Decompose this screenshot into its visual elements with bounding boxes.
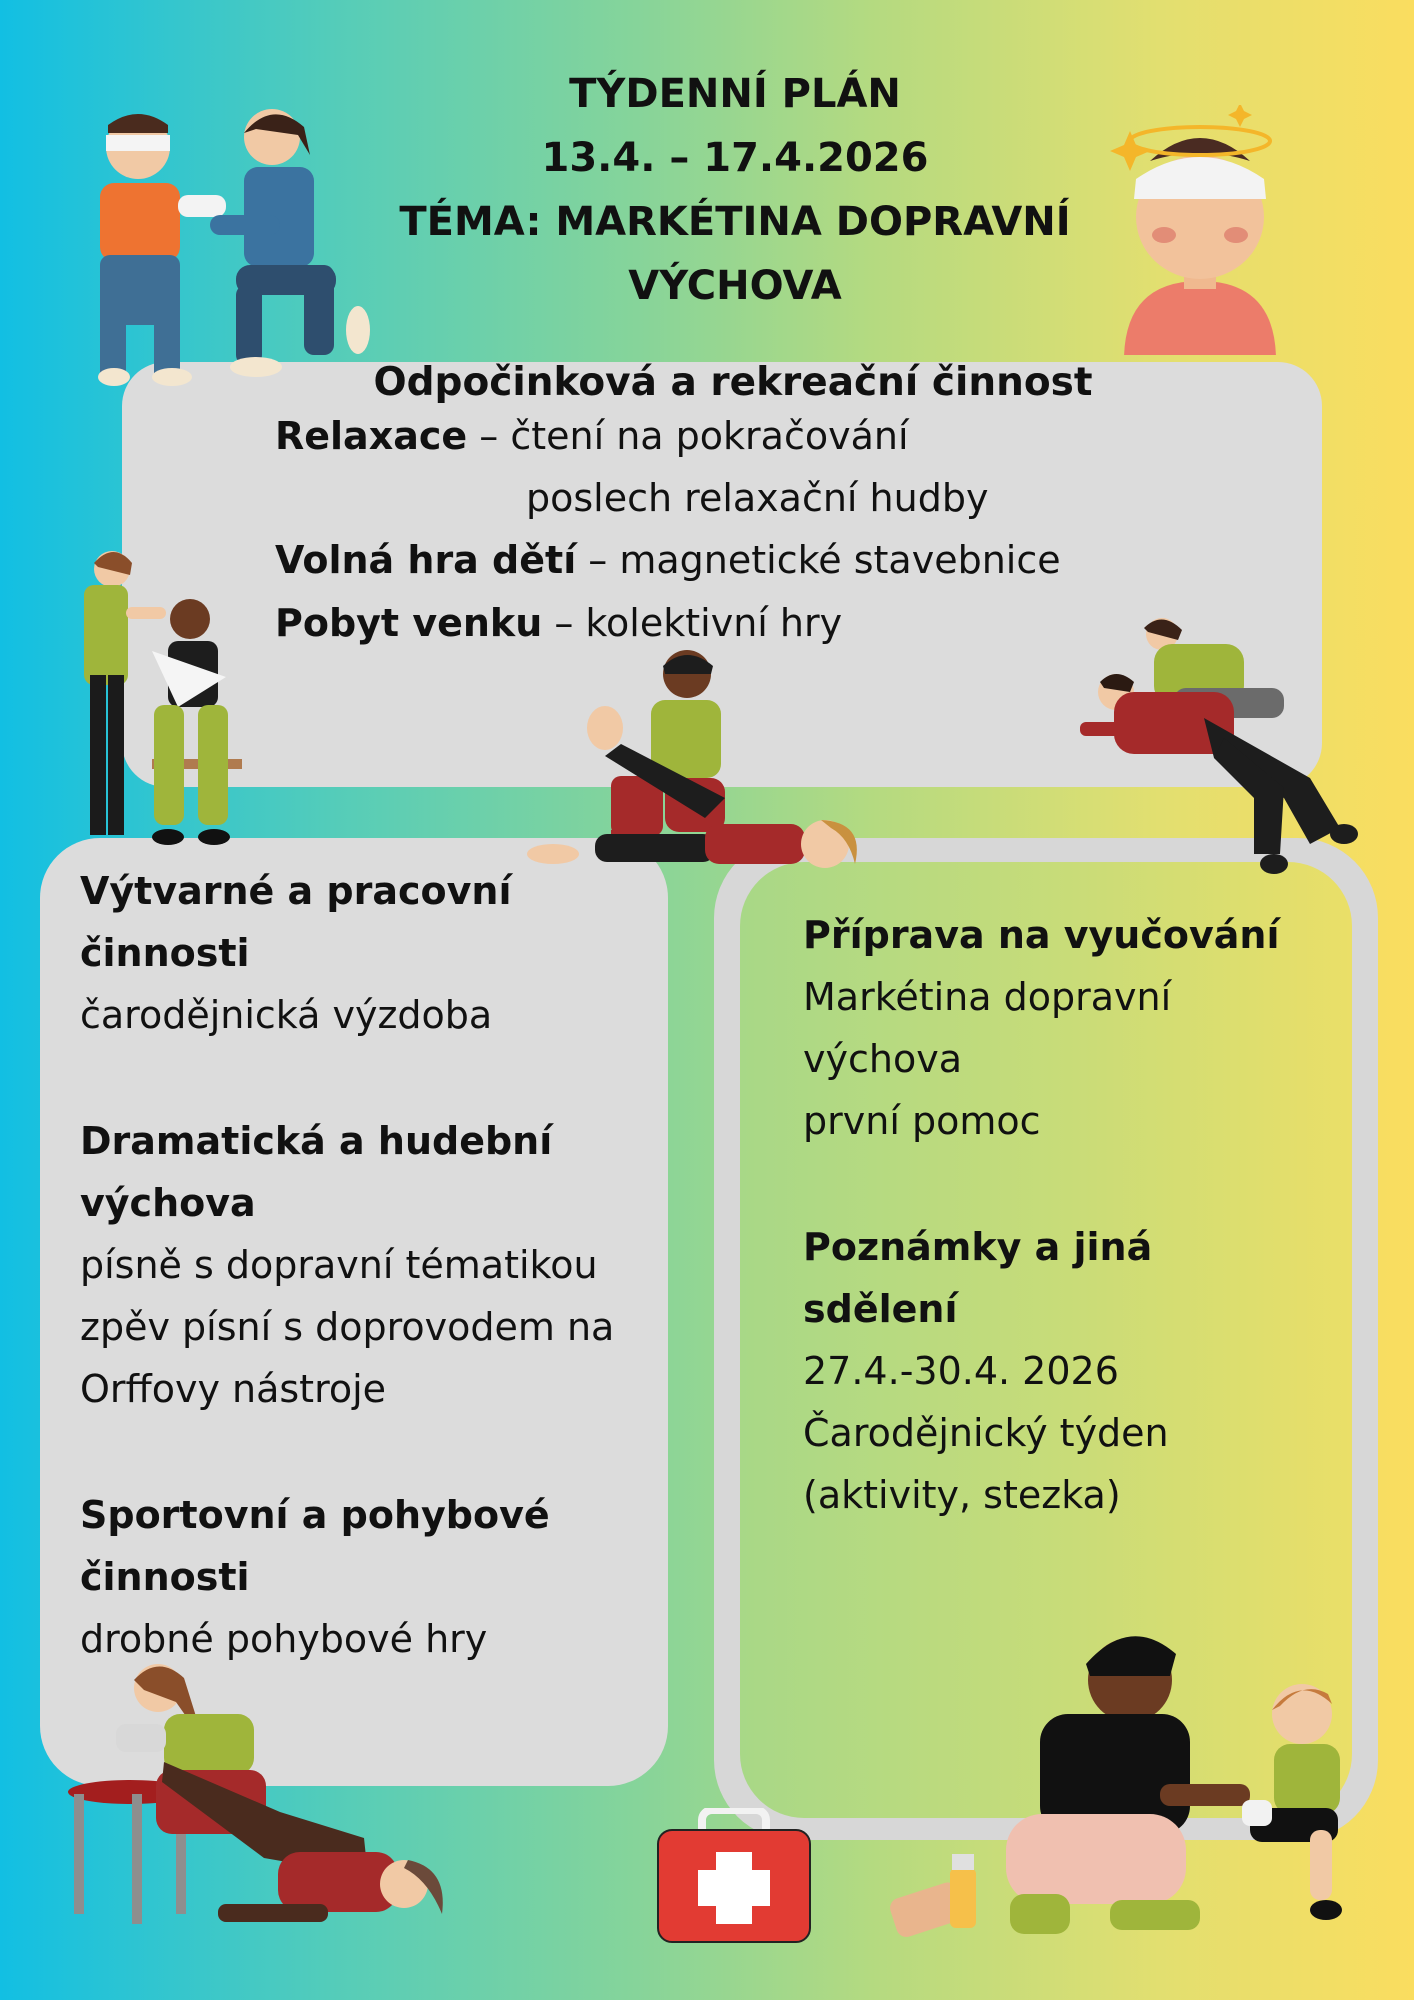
child-knee-bandage-illustration xyxy=(890,1624,1390,1949)
prep-heading: Příprava na vyučování xyxy=(803,913,1280,957)
bandaging-arm-illustration xyxy=(60,105,380,390)
art-heading-2: činnosti xyxy=(80,931,250,975)
art-heading-1: Výtvarné a pracovní xyxy=(80,869,512,913)
drama-heading-2: výchova xyxy=(80,1181,256,1225)
first-aid-kit-icon xyxy=(656,1808,812,1944)
free-play-text: – magnetické stavebnice xyxy=(576,538,1061,582)
recovery-position-illustration xyxy=(1064,618,1364,880)
prep-item-3: první pomoc xyxy=(803,1099,1041,1143)
title-line-2: 13.4. – 17.4.2026 xyxy=(541,135,929,181)
left-sections xyxy=(80,860,614,1670)
outside-text: – kolektivní hry xyxy=(542,601,843,645)
relax-text: – čtení na pokračování xyxy=(467,414,909,458)
drama-item-1: písně s dopravní tématikou xyxy=(80,1243,598,1287)
sport-heading-1: Sportovní a pohybové xyxy=(80,1493,550,1537)
leg-injury-illustration xyxy=(525,648,890,888)
title-line-4: VÝCHOVA xyxy=(628,263,842,309)
sport-item: drobné pohybové hry xyxy=(80,1617,488,1661)
drama-item-2: zpěv písní s doprovodem na xyxy=(80,1305,615,1349)
prep-item-2: výchova xyxy=(803,1037,962,1081)
free-play-line xyxy=(275,529,1061,591)
outside-label: Pobyt venku xyxy=(275,601,543,645)
free-play-label: Volná hra dětí xyxy=(275,538,577,582)
outside-line xyxy=(275,592,842,654)
title-line-1: TÝDENNÍ PLÁN xyxy=(569,71,901,117)
dizzy-head-illustration xyxy=(1110,105,1290,355)
title-line-3: TÉMA: MARKÉTINA DOPRAVNÍ xyxy=(399,199,1071,245)
notes-item-1: 27.4.-30.4. 2026 xyxy=(803,1349,1119,1393)
arm-sling-illustration xyxy=(74,545,244,850)
art-item: čarodějnická výzdoba xyxy=(80,993,493,1037)
drama-item-3: Orffovy nástroje xyxy=(80,1367,387,1411)
relax-line xyxy=(275,405,909,467)
relax-text-2: poslech relaxační hudby xyxy=(526,476,989,520)
relax-label: Relaxace xyxy=(275,414,468,458)
sport-heading-2: činnosti xyxy=(80,1555,250,1599)
rest-heading: Odpočinková a rekreační činnost xyxy=(373,360,1093,405)
notes-item-3: (aktivity, stezka) xyxy=(803,1473,1121,1517)
leg-bandage-illustration xyxy=(68,1662,488,1950)
notes-heading-2: sdělení xyxy=(803,1287,958,1331)
prep-item-1: Markétina dopravní xyxy=(803,975,1172,1019)
notes-heading-1: Poznámky a jiná xyxy=(803,1225,1153,1269)
notes-item-2: Čarodějnický týden xyxy=(803,1411,1169,1455)
page-title xyxy=(380,62,1090,318)
right-sections xyxy=(803,904,1279,1526)
drama-heading-1: Dramatická a hudební xyxy=(80,1119,553,1163)
